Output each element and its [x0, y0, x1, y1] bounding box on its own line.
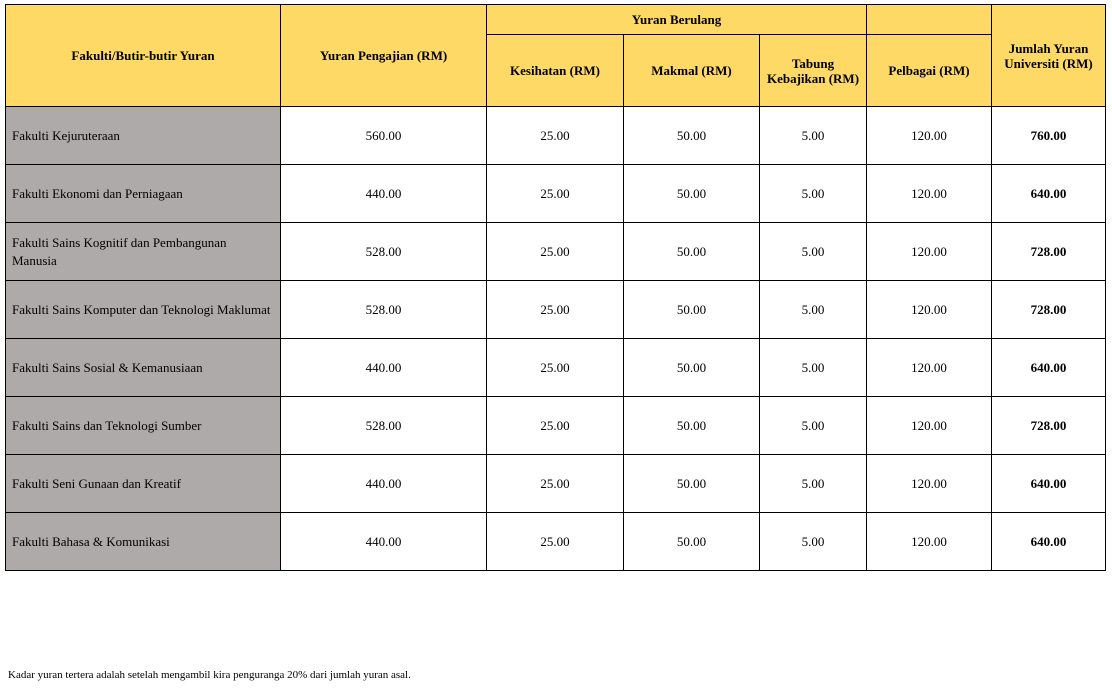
tuition-fee: 440.00	[281, 455, 487, 513]
table-row	[6, 397, 1106, 455]
faculty-name: Fakulti Sains Komputer dan Teknologi Maklumat	[6, 281, 281, 339]
faculty-name: Fakulti Ekonomi dan Perniagaan	[6, 165, 281, 223]
fee-table	[5, 4, 1106, 571]
health-fee: 25.00	[487, 397, 624, 455]
header-total: Jumlah Yuran Universiti (RM)	[992, 5, 1106, 107]
welfare-fee: 5.00	[760, 223, 867, 281]
misc-fee: 120.00	[867, 455, 992, 513]
lab-fee: 50.00	[624, 223, 760, 281]
welfare-fee: 5.00	[760, 165, 867, 223]
table-row	[6, 513, 1106, 571]
footnote: Kadar yuran tertera adalah setelah mengambil kira penguranga 20% dari jumlah yuran asal.	[8, 669, 411, 681]
misc-fee: 120.00	[867, 223, 992, 281]
lab-fee: 50.00	[624, 455, 760, 513]
faculty-name: Fakulti Sains Kognitif dan Pembangunan Manusia	[6, 223, 281, 281]
welfare-fee: 5.00	[760, 455, 867, 513]
total-fee: 640.00	[992, 339, 1106, 397]
total-fee: 760.00	[992, 107, 1106, 165]
tuition-fee: 528.00	[281, 223, 487, 281]
table-row	[6, 339, 1106, 397]
table-row	[6, 281, 1106, 339]
welfare-fee: 5.00	[760, 397, 867, 455]
tuition-fee: 440.00	[281, 165, 487, 223]
total-fee: 728.00	[992, 281, 1106, 339]
health-fee: 25.00	[487, 165, 624, 223]
tuition-fee: 560.00	[281, 107, 487, 165]
total-fee: 728.00	[992, 397, 1106, 455]
faculty-name: Fakulti Sains Sosial & Kemanusiaan	[6, 339, 281, 397]
lab-fee: 50.00	[624, 339, 760, 397]
lab-fee: 50.00	[624, 397, 760, 455]
faculty-name: Fakulti Sains dan Teknologi Sumber	[6, 397, 281, 455]
health-fee: 25.00	[487, 513, 624, 571]
health-fee: 25.00	[487, 455, 624, 513]
misc-fee: 120.00	[867, 339, 992, 397]
total-fee: 728.00	[992, 223, 1106, 281]
total-fee: 640.00	[992, 513, 1106, 571]
header-tuition: Yuran Pengajian (RM)	[281, 5, 487, 107]
tuition-fee: 440.00	[281, 513, 487, 571]
faculty-name: Fakulti Kejuruteraan	[6, 107, 281, 165]
health-fee: 25.00	[487, 223, 624, 281]
table-row	[6, 165, 1106, 223]
misc-fee: 120.00	[867, 165, 992, 223]
total-fee: 640.00	[992, 165, 1106, 223]
health-fee: 25.00	[487, 281, 624, 339]
header-faculty: Fakulti/Butir-butir Yuran	[6, 5, 281, 107]
health-fee: 25.00	[487, 107, 624, 165]
header-health: Kesihatan (RM)	[487, 35, 624, 107]
lab-fee: 50.00	[624, 281, 760, 339]
welfare-fee: 5.00	[760, 107, 867, 165]
table-row	[6, 107, 1106, 165]
faculty-name: Fakulti Bahasa & Komunikasi	[6, 513, 281, 571]
welfare-fee: 5.00	[760, 281, 867, 339]
tuition-fee: 528.00	[281, 281, 487, 339]
lab-fee: 50.00	[624, 513, 760, 571]
misc-fee: 120.00	[867, 513, 992, 571]
header-lab: Makmal (RM)	[624, 35, 760, 107]
misc-fee: 120.00	[867, 281, 992, 339]
tuition-fee: 528.00	[281, 397, 487, 455]
table-row	[6, 223, 1106, 281]
health-fee: 25.00	[487, 339, 624, 397]
total-fee: 640.00	[992, 455, 1106, 513]
header-misc: Pelbagai (RM)	[867, 35, 992, 107]
lab-fee: 50.00	[624, 107, 760, 165]
header-blank	[867, 5, 992, 35]
faculty-name: Fakulti Seni Gunaan dan Kreatif	[6, 455, 281, 513]
misc-fee: 120.00	[867, 107, 992, 165]
table-row	[6, 455, 1106, 513]
header-recurring-group: Yuran Berulang	[487, 5, 867, 35]
header-welfare: Tabung Kebajikan (RM)	[760, 35, 867, 107]
misc-fee: 120.00	[867, 397, 992, 455]
lab-fee: 50.00	[624, 165, 760, 223]
welfare-fee: 5.00	[760, 513, 867, 571]
welfare-fee: 5.00	[760, 339, 867, 397]
tuition-fee: 440.00	[281, 339, 487, 397]
